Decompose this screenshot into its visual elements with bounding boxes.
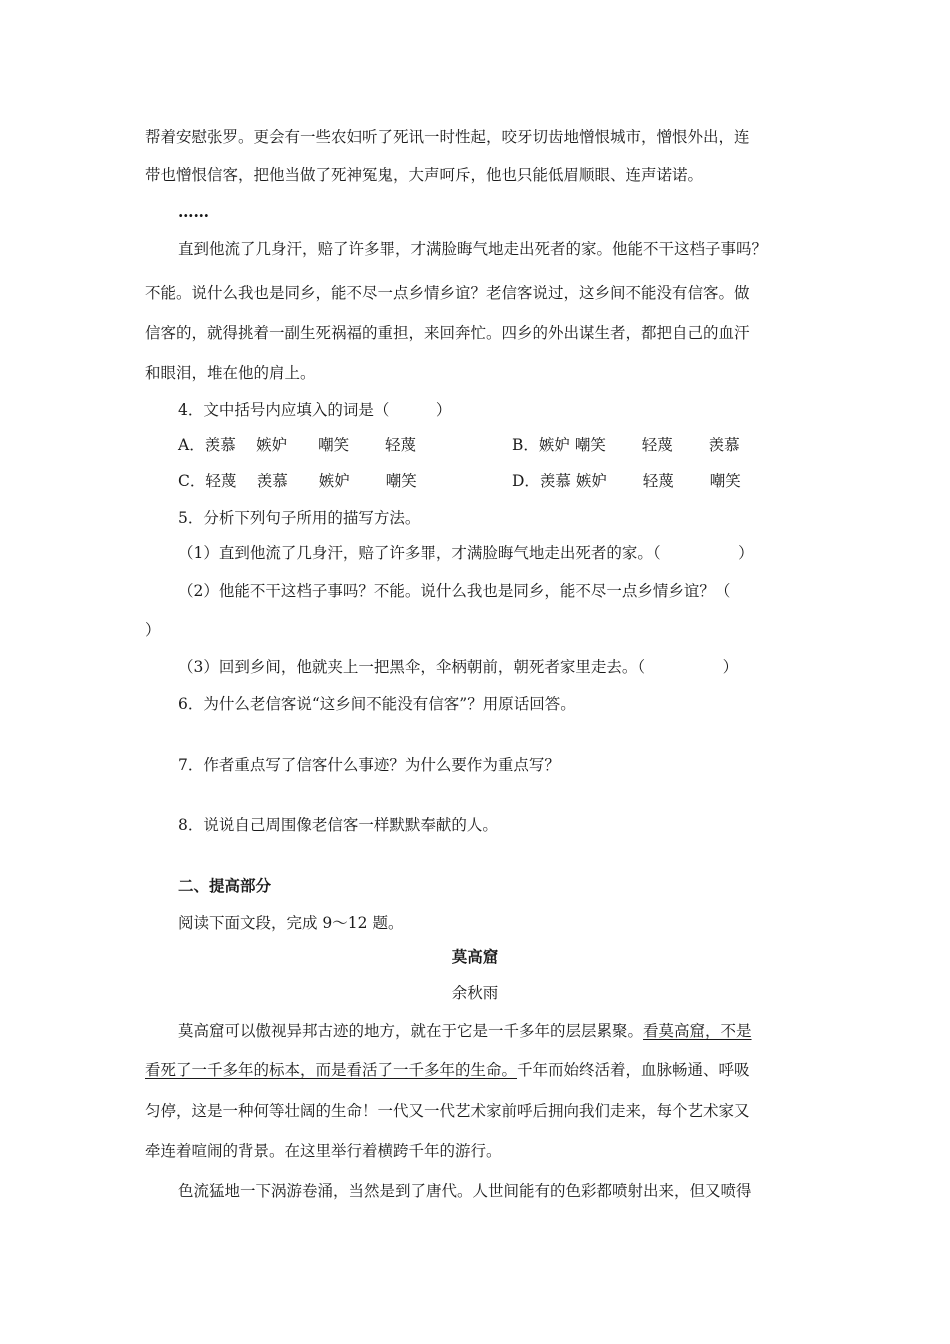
ellipsis: …… [178,202,209,221]
question-5-stem: 5．分析下列句子所用的描写方法。 [178,509,421,527]
question-5-item-3: （3）回到乡间，他就夹上一把黑伞，伞柄朝前，朝死者家里走去。（ ） [178,658,739,676]
article-line: 色流猛地一下涡游卷涌，当然是到了唐代。人世间能有的色彩都喷射出来，但又喷得 [178,1182,752,1200]
question-5-item-2-close: ） [145,621,161,639]
question-6: 6．为什么老信客说“这乡间不能没有信客”？用原话回答。 [178,695,576,713]
reading-instruction: 阅读下面文段，完成 9～12 题。 [178,914,404,932]
passage-line: 帮着安慰张罗。更会有一些农妇听了死讯一时性起，咬牙切齿地憎恨城市，憎恨外出，连 [145,128,750,146]
question-8: 8．说说自己周围像老信客一样默默奉献的人。 [178,816,498,834]
article-line [178,1021,752,1041]
question-5-item-2: （2）他能不干这档子事吗？不能。说什么我也是同乡，能不尽一点乡情乡谊？（ [178,582,731,600]
option-a: A．羡慕 嫉妒 嘲笑 轻蔑 [178,436,417,454]
article-line: 牵连着喧闹的背景。在这里举行着横跨千年的游行。 [145,1142,502,1160]
passage-line: 直到他流了几身汗，赔了许多罪，才满脸晦气地走出死者的家。他能不干这档子事吗？ [178,240,768,258]
underlined-sentence: 看死了一千多年的标本，而是看活了一千多年的生命。 [145,1061,518,1079]
passage-line: 不能。说什么我也是同乡，能不尽一点乡情乡谊？老信客说过，这乡间不能没有信客。做 [145,284,750,302]
option-b: B．嫉妒 嘲笑 轻蔑 羡慕 [512,436,740,454]
question-4-stem: 4．文中括号内应填入的词是（ ） [178,401,452,419]
passage-line: 信客的，就得挑着一副生死祸福的重担，来回奔忙。四乡的外出谋生者，都把自己的血汗 [145,324,750,342]
passage-line: 和眼泪，堆在他的肩上。 [145,364,316,382]
option-c: C．轻蔑 羡慕 嫉妒 嘲笑 [178,472,417,490]
underlined-sentence: 看莫高窟，不是 [643,1022,752,1040]
article-text: 千年而始终活着，血脉畅通、呼吸 [517,1061,750,1079]
article-text: 莫高窟可以傲视异邦古迹的地方，就在于它是一千多年的层层累聚。 [178,1022,644,1040]
article-line: 匀停，这是一种何等壮阔的生命！一代又一代艺术家前呼后拥向我们走来，每个艺术家又 [145,1102,750,1120]
passage-line: 带也憎恨信客，把他当做了死神冤鬼，大声呵斥，他也只能低眉顺眼、连声诺诺。 [145,166,704,184]
section-heading: 二、提高部分 [178,876,272,895]
option-d: D．羡慕 嫉妒 轻蔑 嘲笑 [512,472,741,490]
question-5-item-1: （1）直到他流了几身汗，赔了许多罪，才满脸晦气地走出死者的家。（ ） [178,544,754,562]
article-line [145,1060,750,1080]
question-7: 7．作者重点写了信客什么事迹？为什么要作为重点写？ [178,756,560,774]
article-title: 莫高窟 [451,947,499,966]
article-author: 余秋雨 [451,984,499,1002]
